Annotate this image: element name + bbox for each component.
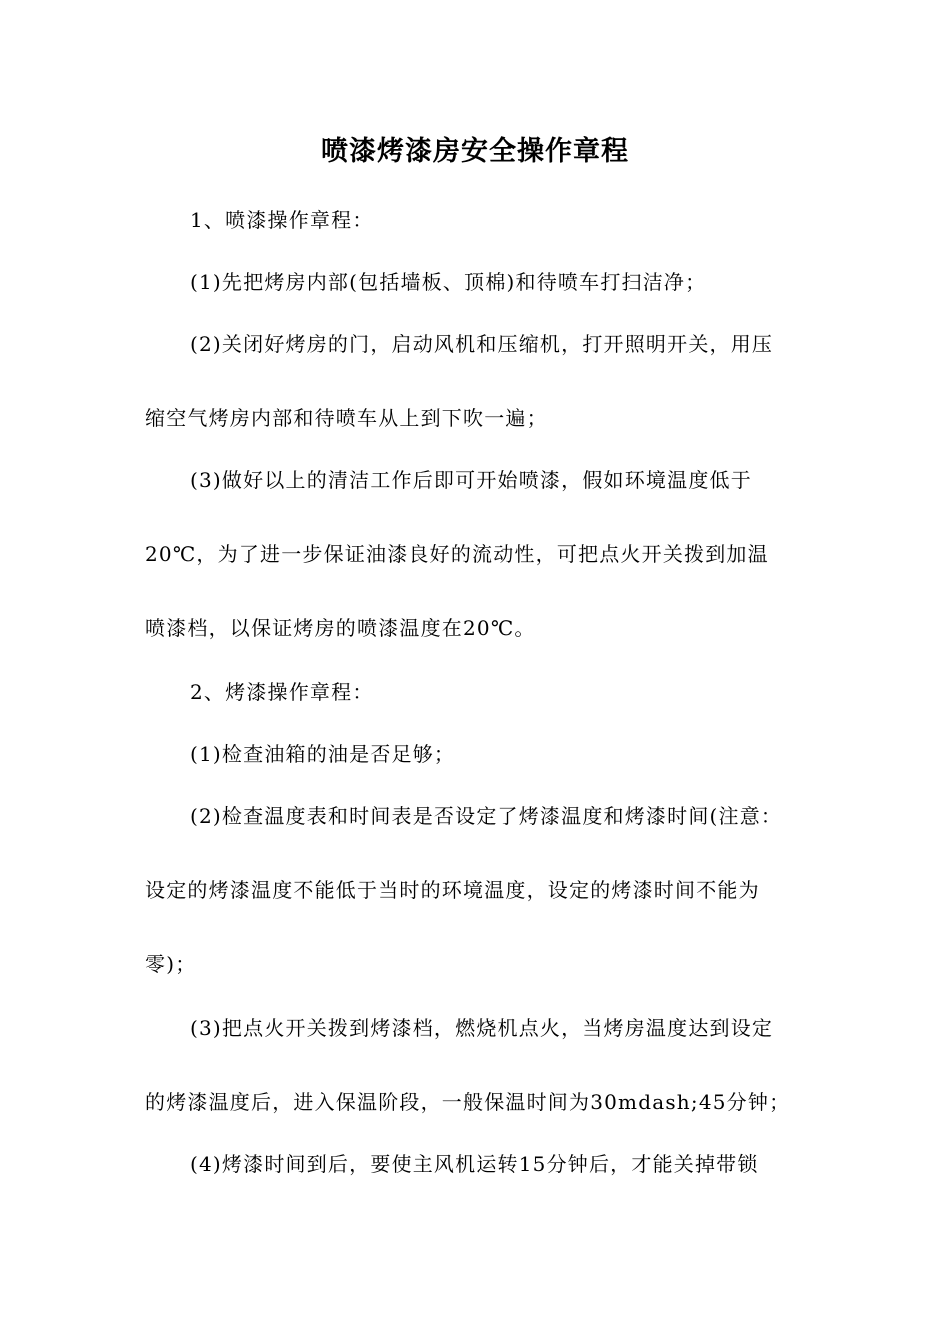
paragraph-line: (3)把点火开关拨到烤漆档，燃烧机点火，当烤房温度达到设定	[190, 1016, 774, 1040]
paragraph-line: (4)烤漆时间到后，要使主风机运转15分钟后，才能关掉带锁	[190, 1152, 759, 1176]
section-2-heading: 2、烤漆操作章程：	[190, 680, 374, 704]
paragraph-line: 设定的烤漆温度不能低于当时的环境温度，设定的烤漆时间不能为	[145, 878, 760, 902]
paragraph-line: 零)；	[145, 952, 197, 976]
paragraph-line: (3)做好以上的清洁工作后即可开始喷漆，假如环境温度低于	[190, 468, 752, 492]
paragraph-line: 喷漆档，以保证烤房的喷漆温度在20℃。	[145, 616, 536, 640]
document-title: 喷漆烤漆房安全操作章程	[321, 136, 629, 167]
paragraph-line: (2)关闭好烤房的门，启动风机和压缩机，打开照明开关，用压	[190, 332, 774, 356]
paragraph-line: (2)检查温度表和时间表是否设定了烤漆温度和烤漆时间(注意：	[190, 804, 783, 828]
paragraph-line: 缩空气烤房内部和待喷车从上到下吹一遍；	[145, 406, 548, 430]
paragraph-line: (1)检查油箱的油是否足够；	[190, 742, 456, 766]
paragraph-line: 的烤漆温度后，进入保温阶段，一般保温时间为30mdash;45分钟；	[145, 1090, 791, 1114]
paragraph-line: 20℃，为了进一步保证油漆良好的流动性，可把点火开关拨到加温	[145, 542, 769, 566]
section-1-heading: 1、喷漆操作章程：	[190, 208, 374, 232]
paragraph-line: (1)先把烤房内部(包括墙板、顶棉)和待喷车打扫洁净；	[190, 270, 707, 294]
